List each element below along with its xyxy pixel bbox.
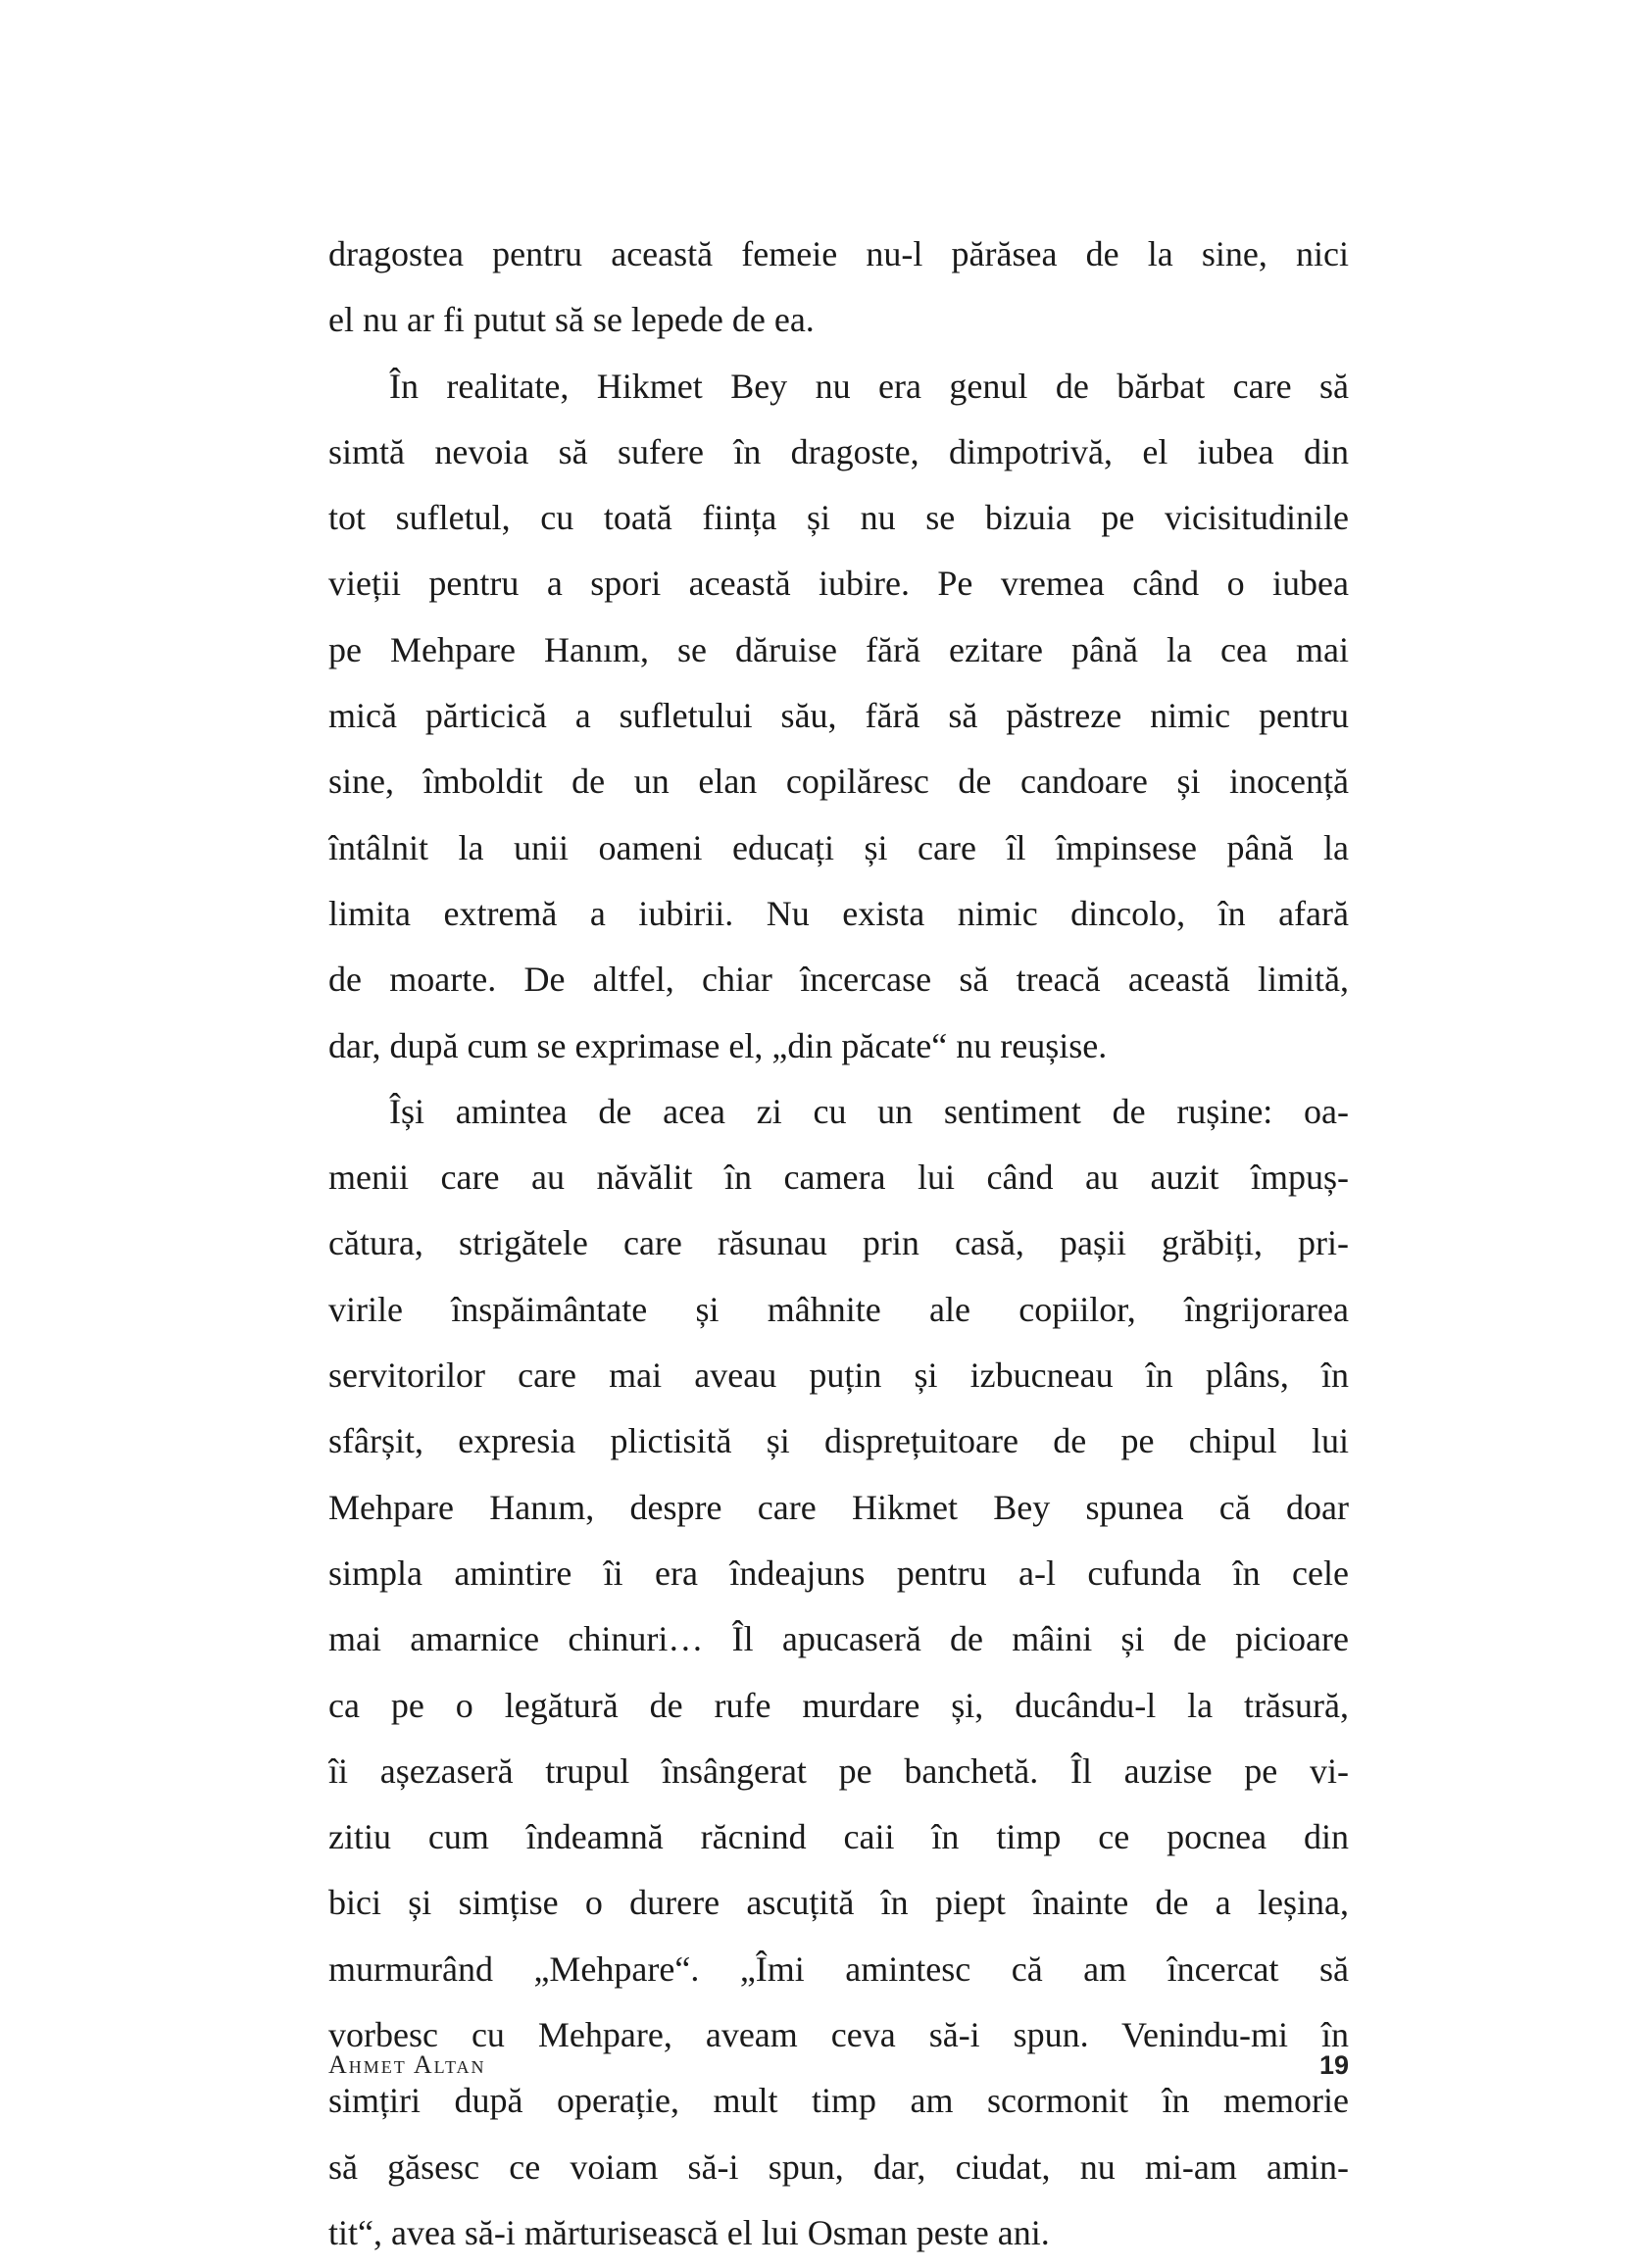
text-line: tot sufletul, cu toată ființa și nu se bizuia pe vicisitudinile (328, 498, 1349, 538)
text-line: mică părticică a sufletului său, fără să păstreze nimic pentru (328, 696, 1349, 736)
text-line: el nu ar fi putut să se lepede de ea. (328, 300, 815, 340)
text-line: pe Mehpare Hanım, se dăruise fără ezitare până la cea mai (328, 629, 1349, 669)
text-line: dragostea pentru această femeie nu-l părăsea de la sine, nici (328, 234, 1349, 273)
text-line: limita extremă a iubirii. Nu exista nimic dincolo, în afară (328, 893, 1349, 933)
text-line: menii care au năvălit în camera lui când au auzit împuș- (328, 1158, 1349, 1198)
text-line: virile înspăimântate și mâhnite ale copiilor, îngrijorarea (328, 1289, 1349, 1329)
text-line: Își amintea de acea zi cu un sentiment de rușine: oa- (389, 1091, 1349, 1131)
page-number: 19 (1318, 2050, 1349, 2080)
text-line: bici și simțise o durere ascuțită în piept înainte de a leșina, (328, 1883, 1349, 1923)
text-line: simțiri după operație, mult timp am scormonit în memorie (328, 2081, 1349, 2121)
text-line: sine, îmboldit de un elan copilăresc de candoare și inocență (328, 762, 1349, 802)
text-line: de moarte. De altfel, chiar încercase să treacă această limită, (328, 960, 1349, 1000)
text-line: îi așezaseră trupul însângerat pe banchetă. Îl auzise pe vi- (328, 1750, 1349, 1791)
text-line: zitiu cum îndeamnă răcnind caii în timp ce pocnea din (328, 1817, 1349, 1857)
text-line: simtă nevoia să sufere în dragoste, dimpotrivă, el iubea din (328, 431, 1349, 471)
text-line: În realitate, Hikmet Bey nu era genul de bărbat care să (389, 366, 1349, 406)
text-line: întâlnit la unii oameni educați și care îl împinsese până la (328, 827, 1349, 867)
text-line: vorbesc cu Mehpare, aveam ceva să-i spun. Venindu-mi în (328, 2015, 1349, 2055)
page-footer (328, 2050, 1349, 2094)
text-line: dar, după cum se exprimase el, „din păcate“ nu reușise. (328, 1025, 1108, 1065)
text-line: servitorilor care mai aveau puțin și izbucneau în plâns, în (328, 1356, 1349, 1396)
paragraph (328, 222, 1349, 354)
text-line: murmurând „Mehpare“. „Îmi amintesc că am încercat să (328, 1948, 1349, 1989)
text-line: sfârșit, expresia plictisită și disprețuitoare de pe chipul lui (328, 1421, 1349, 1461)
text-line: ca pe o legătură de rufe murdare și, ducându-l la trăsură, (328, 1685, 1349, 1725)
text-line: vieții pentru a spori această iubire. Pe vremea când o iubea (328, 564, 1349, 604)
text-line: Mehpare Hanım, despre care Hikmet Bey spunea că doar (328, 1487, 1349, 1527)
text-line: să găsesc ce voiam să-i spun, dar, ciudat, nu mi-am amin- (328, 2146, 1349, 2187)
running-footer-author: Ahmet Altan (328, 2050, 486, 2079)
text-line: tit“, avea să-i mărturisească el lui Osman peste ani. (328, 2212, 1050, 2252)
text-line: cătura, strigătele care răsunau prin casă, pașii grăbiți, pri- (328, 1223, 1349, 1263)
text-line: mai amarnice chinuri… Îl apucaseră de mâini și de picioare (328, 1619, 1349, 1659)
text-line: simpla amintire îi era îndeajuns pentru a-l cufunda în cele (328, 1553, 1349, 1593)
book-page-body (328, 222, 1349, 2266)
paragraph (328, 354, 1349, 1079)
